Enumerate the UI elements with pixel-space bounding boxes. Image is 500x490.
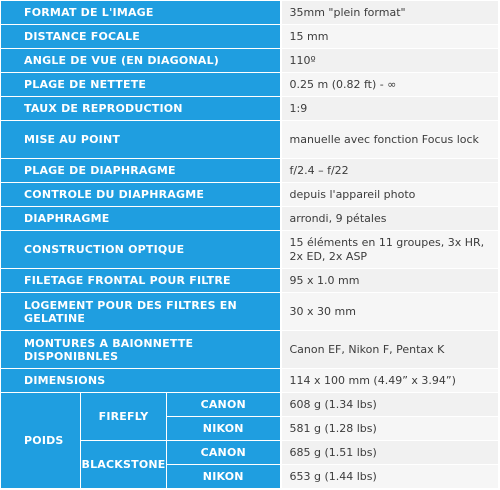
weight-label: POIDS [1,393,81,489]
spec-label: CONTROLE DU DIAPHRAGME [1,183,281,207]
spec-row-focal-length [1,25,499,49]
spec-row-filter-thread [1,269,499,293]
weight-row-firefly-canon [1,393,499,417]
spec-value: arrondi, 9 pétales [281,207,499,231]
spec-value: 35mm "plein format" [281,1,499,25]
weight-mount-canon: CANON [167,441,281,465]
spec-label: DIMENSIONS [1,369,281,393]
spec-value: 110º [281,49,499,73]
spec-row-optical-construction [1,231,499,269]
weight-value: 581 g (1.28 lbs) [281,417,499,441]
spec-value: 95 x 1.0 mm [281,269,499,293]
spec-label: MISE AU POINT [1,121,281,159]
spec-row-aperture-control [1,183,499,207]
spec-label: MONTURES A BAIONNETTE DISPONIBNLES [1,331,281,369]
spec-value: Canon EF, Nikon F, Pentax K [281,331,499,369]
spec-row-diaphragm [1,207,499,231]
weight-group-firefly: FIREFLY [81,393,167,441]
spec-row-gelatin-filter-slot [1,293,499,331]
spec-value: 15 mm [281,25,499,49]
spec-value: manuelle avec fonction Focus lock [281,121,499,159]
weight-group-blackstone: BLACKSTONE [81,441,167,489]
spec-row-dimensions [1,369,499,393]
spec-label: FORMAT DE L'IMAGE [1,1,281,25]
spec-row-available-mounts [1,331,499,369]
spec-label: CONSTRUCTION OPTIQUE [1,231,281,269]
spec-label: DIAPHRAGME [1,207,281,231]
spec-label: ANGLE DE VUE (EN DIAGONAL) [1,49,281,73]
spec-row-image-format [1,1,499,25]
weight-mount-nikon: NIKON [167,417,281,441]
spec-value: 114 x 100 mm (4.49” x 3.94”) [281,369,499,393]
spec-label: TAUX DE REPRODUCTION [1,97,281,121]
spec-value: 15 éléments en 11 groupes, 3x HR, 2x ED, 2x ASP [281,231,499,269]
spec-value: 0.25 m (0.82 ft) - ∞ [281,73,499,97]
weight-value: 608 g (1.34 lbs) [281,393,499,417]
spec-row-focus-range [1,73,499,97]
weight-mount-canon: CANON [167,393,281,417]
spec-label: PLAGE DE NETTETE [1,73,281,97]
spec-row-angle-of-view [1,49,499,73]
weight-value: 653 g (1.44 lbs) [281,465,499,489]
spec-value: 1:9 [281,97,499,121]
weight-mount-nikon: NIKON [167,465,281,489]
spec-row-aperture-range [1,159,499,183]
spec-label: FILETAGE FRONTAL POUR FILTRE [1,269,281,293]
spec-value: f/2.4 – f/22 [281,159,499,183]
spec-label: DISTANCE FOCALE [1,25,281,49]
spec-value: depuis l'appareil photo [281,183,499,207]
spec-label: PLAGE DE DIAPHRAGME [1,159,281,183]
spec-row-focusing [1,121,499,159]
spec-value: 30 x 30 mm [281,293,499,331]
spec-row-reproduction-ratio [1,97,499,121]
spec-label: LOGEMENT POUR DES FILTRES EN GELATINE [1,293,281,331]
weight-value: 685 g (1.51 lbs) [281,441,499,465]
